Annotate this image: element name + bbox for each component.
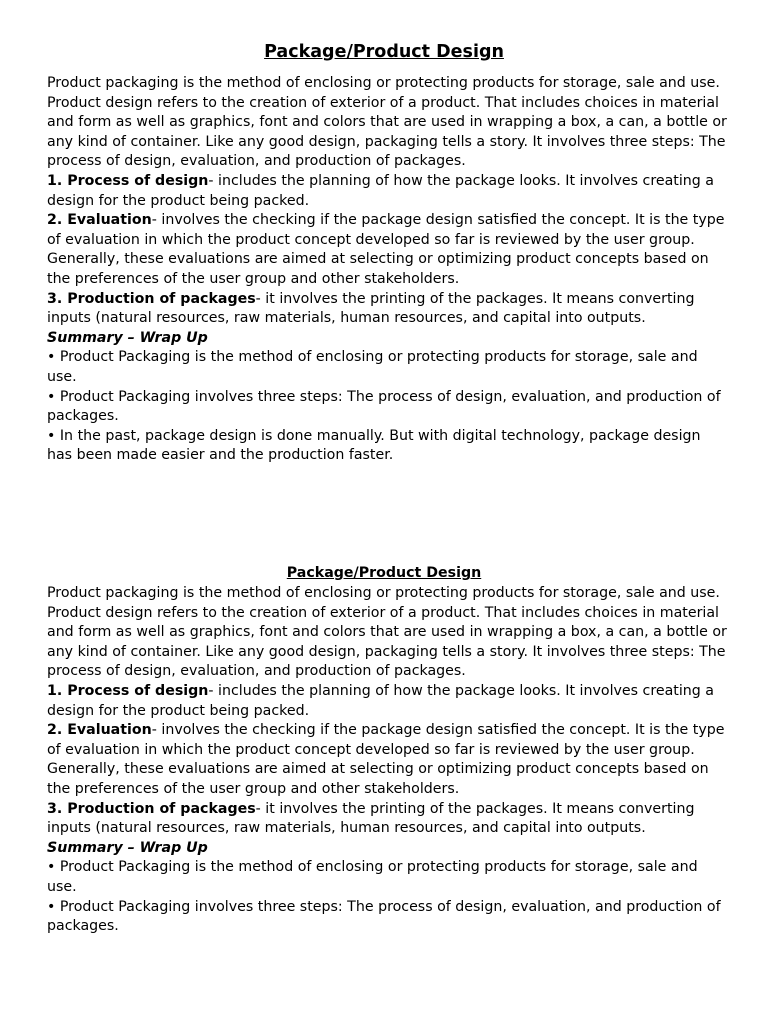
document-title: Package/Product Design xyxy=(264,42,504,62)
step-paragraph xyxy=(47,682,727,721)
step-paragraph xyxy=(47,800,727,839)
step-paragraph xyxy=(47,172,727,211)
intro-paragraph: Product packaging is the method of enclosing or protecting products for storage, sale and use. Product design refers to the creation of exterior of a product. That includes choices in material and form as well as graphics, font and colors that are used in wrapping a box, a can, a bottle or any kind of container. Like any good design, packaging tells a story. It involves three steps: The process of design, evaluation, and production of packages. xyxy=(47,75,727,170)
step-paragraph xyxy=(47,290,727,329)
step-paragraph xyxy=(47,721,727,799)
step-term: 3. Production of packages xyxy=(47,800,256,817)
document-body xyxy=(47,584,727,937)
intro-paragraph: Product packaging is the method of enclosing or protecting products for storage, sale and use. Product design refers to the creation of exterior of a product. That includes choices in material and form as well as graphics, font and colors that are used in wrapping a box, a can, a bottle or any kind of container. Like any good design, packaging tells a story. It involves three steps: The process of design, evaluation, and production of packages. xyxy=(47,585,727,680)
step-description: - it involves the printing of the packages. It means converting inputs (natural resources, raw materials, human resources, and capital into outputs. xyxy=(47,800,695,837)
summary-bullet: • In the past, package design is done manually. But with digital technology, package design has been made easier and the production faster. xyxy=(47,427,701,464)
step-description: - includes the planning of how the package looks. It involves creating a design for the product being packed. xyxy=(47,172,714,209)
document-body xyxy=(47,74,727,466)
step-term: 3. Production of packages xyxy=(47,290,256,307)
summary-bullet: • Product Packaging involves three steps: The process of design, evaluation, and production of packages. xyxy=(47,388,721,425)
step-description: - it involves the printing of the packages. It means converting inputs (natural resources, raw materials, human resources, and capital into outputs. xyxy=(47,290,695,327)
step-term: 1. Process of design xyxy=(47,172,209,189)
step-description: - includes the planning of how the package looks. It involves creating a design for the product being packed. xyxy=(47,682,714,719)
step-term: 1. Process of design xyxy=(47,682,209,699)
step-paragraph xyxy=(47,211,727,289)
step-description: - involves the checking if the package design satisfied the concept. It is the type of evaluation in which the product concept developed so far is reviewed by the user group. Generally, these evaluations are aimed at selecting or optimizing product concepts based on the preferences of the user group and other stakeholders. xyxy=(47,722,725,797)
summary-heading: Summary – Wrap Up xyxy=(47,839,208,856)
summary-bullet: • Product Packaging involves three steps: The process of design, evaluation, and production of packages. xyxy=(47,898,721,935)
step-term: 2. Evaluation xyxy=(47,212,152,229)
summary-bullet: • Product Packaging is the method of enclosing or protecting products for storage, sale and use. xyxy=(47,349,698,385)
summary-heading: Summary – Wrap Up xyxy=(47,329,208,346)
document-title: Package/Product Design xyxy=(286,565,482,581)
summary-bullet: • Product Packaging is the method of enclosing or protecting products for storage, sale and use. xyxy=(47,859,698,895)
step-description: - involves the checking if the package design satisfied the concept. It is the type of evaluation in which the product concept developed so far is reviewed by the user group. Generally, these evaluations are aimed at selecting or optimizing product concepts based on the preferences of the user group and other stakeholders. xyxy=(47,212,725,287)
step-term: 2. Evaluation xyxy=(47,722,152,739)
